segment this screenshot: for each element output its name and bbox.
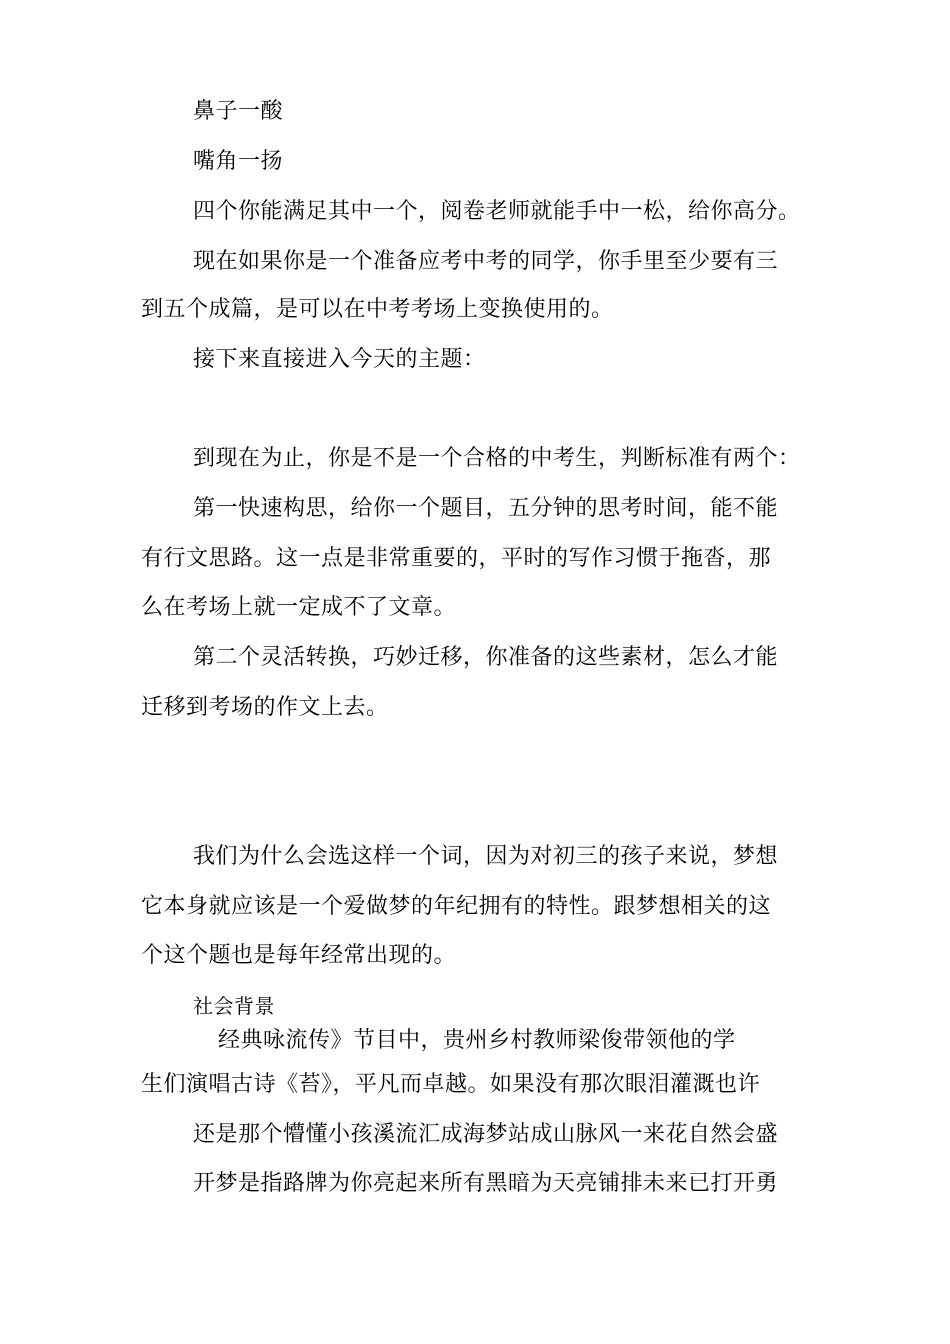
text-line-13: 我们为什么会选这样一个词，因为对初三的孩子来说，梦想 (193, 844, 779, 869)
text-line-20: 开梦是指路牌为你亮起来所有黑暗为天亮铺排未来已打开勇 (193, 1171, 779, 1196)
text-line-7: 到现在为止，你是不是一个合格的中考生，判断标准有两个： (193, 446, 801, 471)
section-heading: 社会背景 (193, 994, 275, 1018)
text-line-14: 它本身就应该是一个爱做梦的年纪拥有的特性。跟梦想相关的这 (141, 894, 772, 919)
text-line-8: 第一快速构思，给你一个题目，五分钟的思考时间，能不能 (193, 496, 779, 521)
text-line-18: 生们演唱古诗《苔》，平凡而卓越。如果没有那次眼泪灌溉也许 (141, 1072, 761, 1097)
text-line-10: 么在考场上就一定成不了文章。 (141, 595, 457, 620)
text-line-11: 第二个灵活转换，巧妙迁移，你准备的这些素材，怎么才能 (193, 645, 779, 670)
text-line-17: 经典咏流传》节目中，贵州乡村教师梁俊带领他的学 (218, 1028, 736, 1053)
text-line-2: 嘴角一扬 (193, 149, 284, 174)
text-line-9: 有行文思路。这一点是非常重要的，平时的写作习惯于拖沓，那 (141, 546, 772, 571)
text-line-3: 四个你能满足其中一个，阅卷老师就能手中一松，给你高分。 (193, 199, 801, 224)
text-line-19: 还是那个懵懂小孩溪流汇成海梦站成山脉风一来花自然会盛 (193, 1122, 779, 1147)
text-line-15: 个这个题也是每年经常出现的。 (141, 943, 457, 968)
text-line-5: 到五个成篇，是可以在中考考场上变换使用的。 (141, 297, 614, 322)
text-line-1: 鼻子一酸 (193, 99, 284, 124)
text-line-12: 迁移到考场的作文上去。 (141, 695, 389, 720)
text-line-6: 接下来直接进入今天的主题： (193, 347, 486, 372)
text-line-4: 现在如果你是一个准备应考中考的同学，你手里至少要有三 (193, 249, 779, 274)
